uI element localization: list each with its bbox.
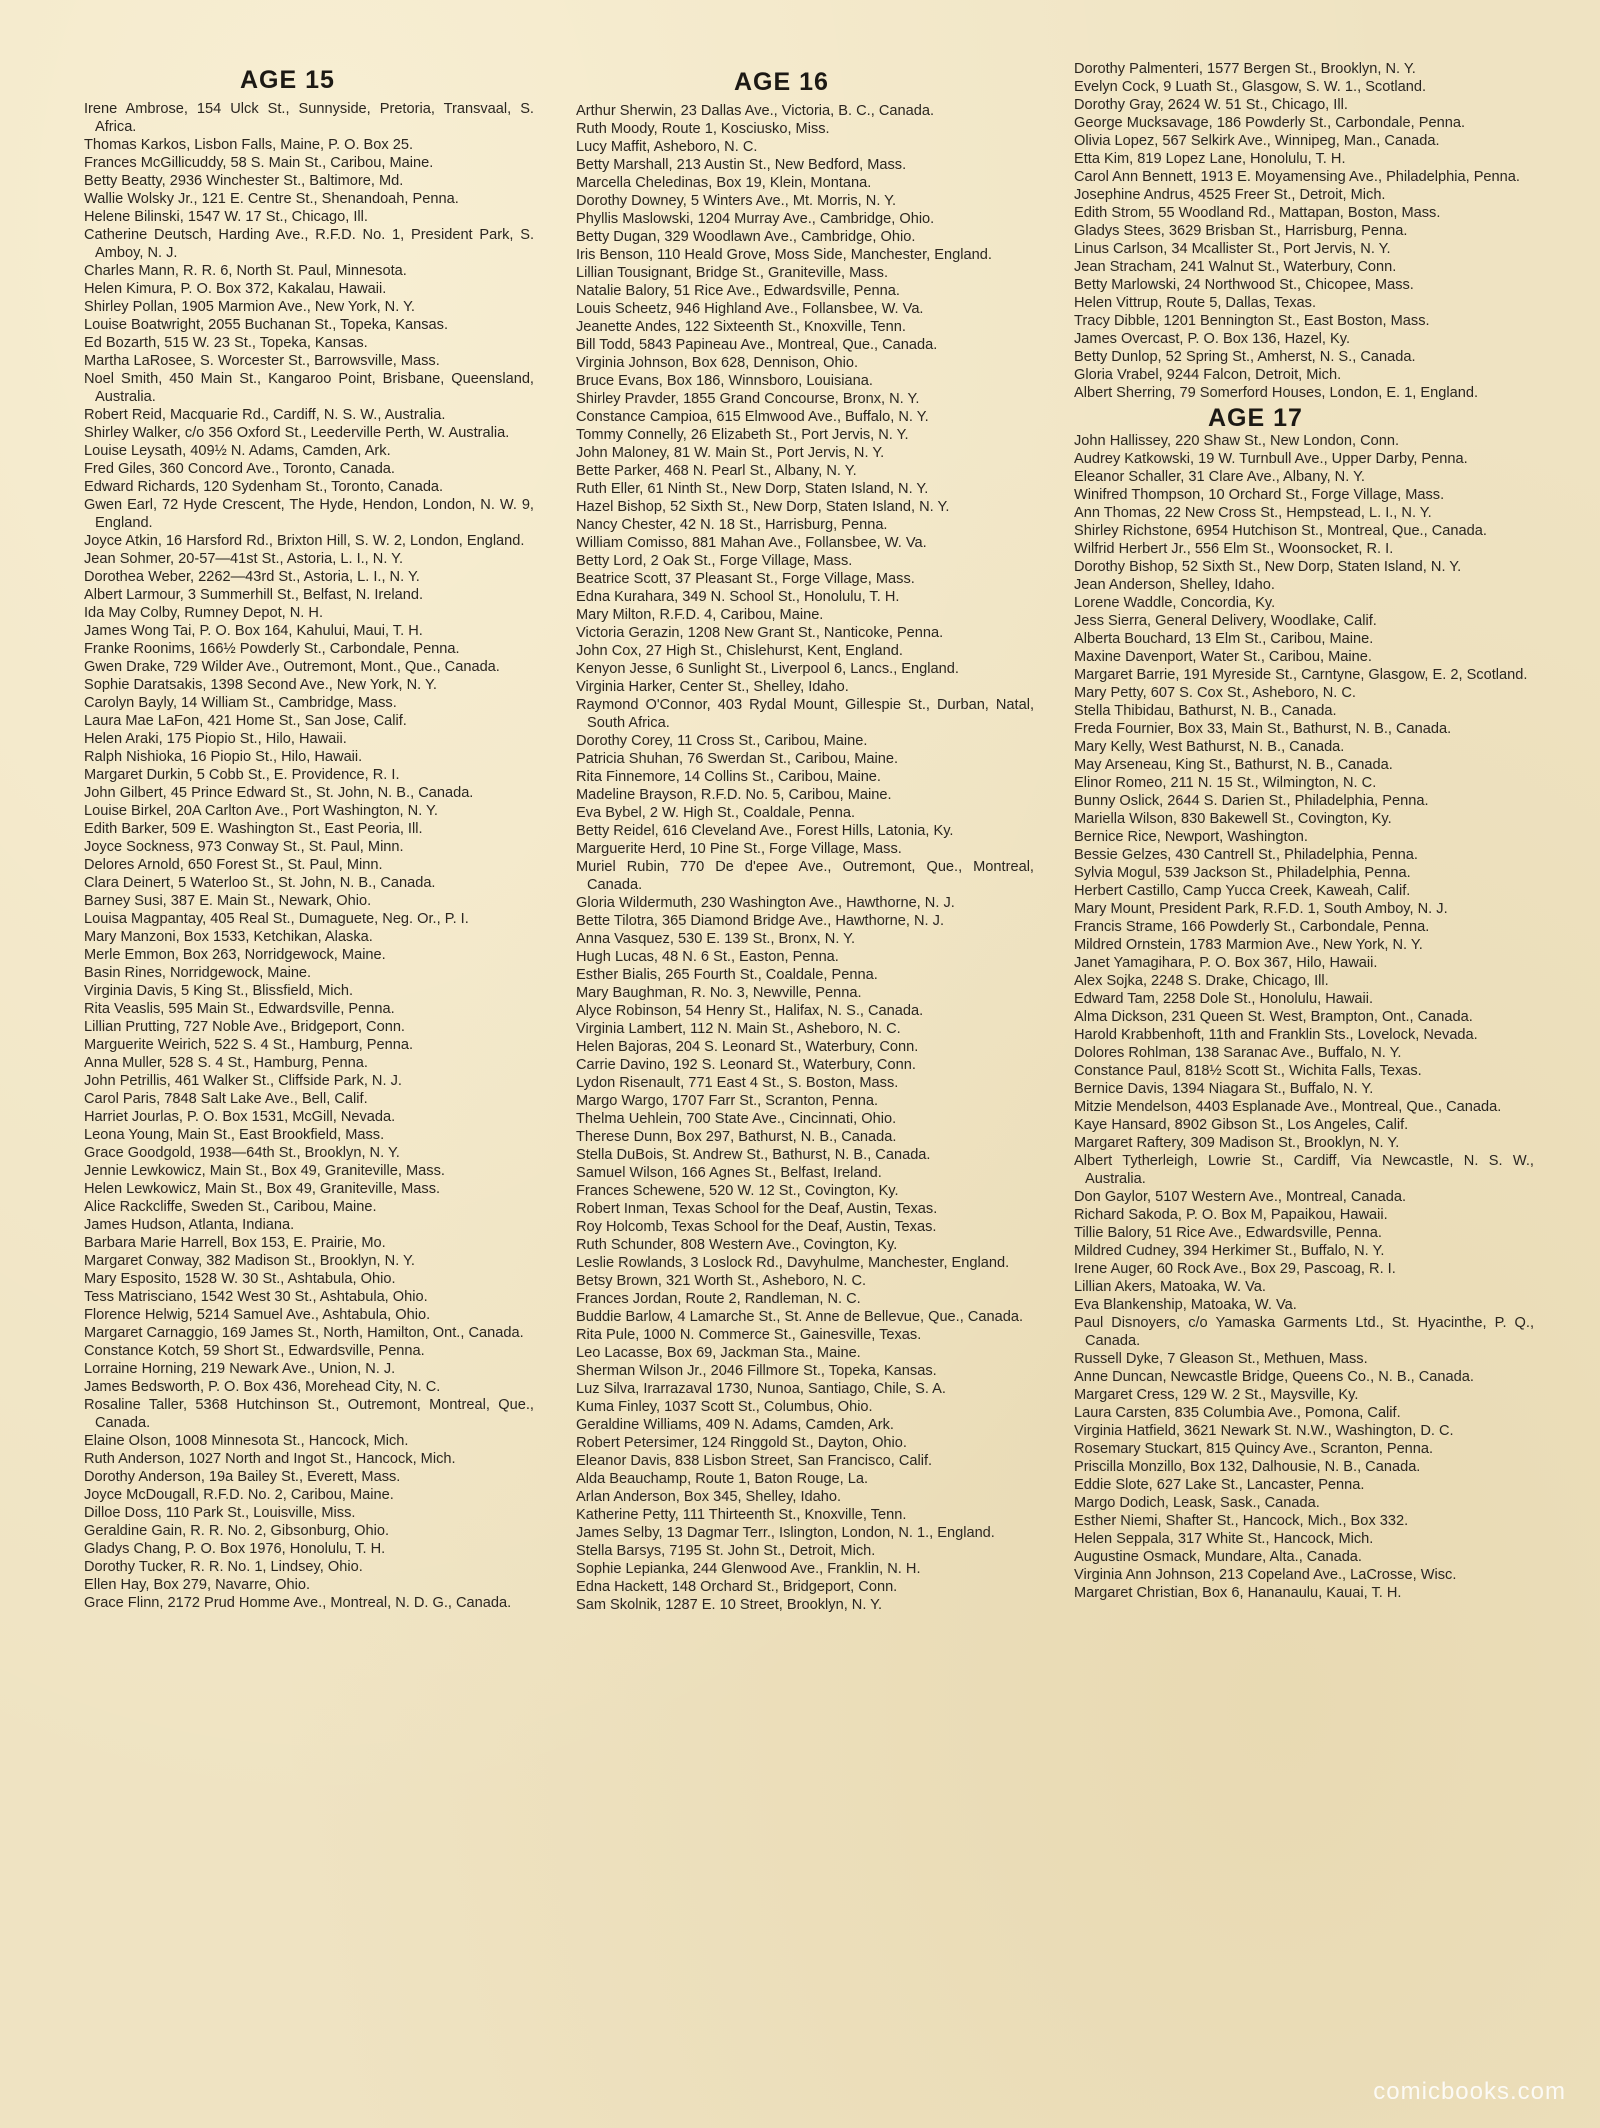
list-item: Francis Strame, 166 Powderly St., Carbondale, Penna. — [1074, 919, 1430, 935]
list-item: Anne Duncan, Newcastle Bridge, Queens Co., N. B., Canada. — [1074, 1369, 1474, 1385]
list-item: Paul Disnoyers, c/o Yamaska Garments Ltd., St. Hyacinthe, P. Q., Canada. — [1074, 1315, 1534, 1349]
list-item: Irene Auger, 60 Rock Ave., Box 29, Pascoag, R. I. — [1074, 1261, 1396, 1277]
entry-list-age-16-continued — [1074, 60, 1534, 402]
list-item: Jean Anderson, Shelley, Idaho. — [1074, 577, 1275, 593]
entry-list-age-17 — [1074, 432, 1534, 1602]
list-item: Helen Lewkowicz, Main St., Box 49, Graniteville, Mass. — [84, 1181, 441, 1197]
list-item: Dorothy Anderson, 19a Bailey St., Everett, Mass. — [84, 1469, 401, 1485]
list-item: Mary Milton, R.F.D. 4, Caribou, Maine. — [576, 607, 824, 623]
list-item: Laura Carsten, 835 Columbia Ave., Pomona, Calif. — [1074, 1405, 1401, 1421]
list-item: Madeline Brayson, R.F.D. No. 5, Caribou, Maine. — [576, 787, 892, 803]
list-item: Eddie Slote, 627 Lake St., Lancaster, Penna. — [1074, 1477, 1365, 1493]
list-item: James Hudson, Atlanta, Indiana. — [84, 1217, 295, 1233]
list-item: Robert Petersimer, 124 Ringgold St., Dayton, Ohio. — [576, 1435, 907, 1451]
list-item: Beatrice Scott, 37 Pleasant St., Forge Village, Mass. — [576, 571, 915, 587]
list-item: Mildred Cudney, 394 Herkimer St., Buffalo, N. Y. — [1074, 1243, 1385, 1259]
list-item: Gloria Vrabel, 9244 Falcon, Detroit, Mich. — [1074, 367, 1342, 383]
list-item: Ruth Eller, 61 Ninth St., New Dorp, Staten Island, N. Y. — [576, 481, 929, 497]
list-item: Josephine Andrus, 4525 Freer St., Detroit, Mich. — [1074, 187, 1386, 203]
list-item: Sherman Wilson Jr., 2046 Fillmore St., Topeka, Kansas. — [576, 1363, 937, 1379]
list-item: Mary Kelly, West Bathurst, N. B., Canada. — [1074, 739, 1345, 755]
list-item: Florence Helwig, 5214 Samuel Ave., Ashtabula, Ohio. — [84, 1307, 431, 1323]
list-item: Louisa Magpantay, 405 Real St., Dumaguete, Neg. Or., P. I. — [84, 911, 469, 927]
list-item: Fred Giles, 360 Concord Ave., Toronto, Canada. — [84, 461, 395, 477]
list-item: Betty Dugan, 329 Woodlawn Ave., Cambridge, Ohio. — [576, 229, 916, 245]
list-item: Sophie Daratsakis, 1398 Second Ave., New York, N. Y. — [84, 677, 437, 693]
list-item: Charles Mann, R. R. 6, North St. Paul, Minnesota. — [84, 263, 407, 279]
list-item: Jeanette Andes, 122 Sixteenth St., Knoxville, Tenn. — [576, 319, 906, 335]
list-item: Geraldine Gain, R. R. No. 2, Gibsonburg, Ohio. — [84, 1523, 389, 1539]
watermark: comicbooks.com — [1373, 2078, 1566, 2105]
list-item: Thomas Karkos, Lisbon Falls, Maine, P. O. Box 25. — [84, 137, 414, 153]
list-item: Ann Thomas, 22 New Cross St., Hempstead, L. I., N. Y. — [1074, 505, 1432, 521]
list-item: Dorothy Downey, 5 Winters Ave., Mt. Morris, N. Y. — [576, 193, 897, 209]
list-item: Joyce McDougall, R.F.D. No. 2, Caribou, Maine. — [84, 1487, 394, 1503]
list-item: Carrie Davino, 192 S. Leonard St., Waterbury, Conn. — [576, 1057, 916, 1073]
list-item: Rosaline Taller, 5368 Hutchinson St., Outremont, Montreal, Que., Canada. — [84, 1397, 534, 1431]
list-item: Frances Schewene, 520 W. 12 St., Covington, Ky. — [576, 1183, 899, 1199]
list-item: Maxine Davenport, Water St., Caribou, Maine. — [1074, 649, 1372, 665]
list-item: Dorothy Palmenteri, 1577 Bergen St., Brooklyn, N. Y. — [1074, 61, 1416, 77]
list-item: Thelma Uehlein, 700 State Ave., Cincinnati, Ohio. — [576, 1111, 897, 1127]
list-item: Margaret Conway, 382 Madison St., Brooklyn, N. Y. — [84, 1253, 415, 1269]
list-item: Nancy Chester, 42 N. 18 St., Harrisburg, Penna. — [576, 517, 888, 533]
list-item: Olivia Lopez, 567 Selkirk Ave., Winnipeg, Man., Canada. — [1074, 133, 1440, 149]
list-item: Eva Blankenship, Matoaka, W. Va. — [1074, 1297, 1297, 1313]
list-item: Ida May Colby, Rumney Depot, N. H. — [84, 605, 323, 621]
list-item: Kuma Finley, 1037 Scott St., Columbus, Ohio. — [576, 1399, 873, 1415]
list-item: Lillian Tousignant, Bridge St., Graniteville, Mass. — [576, 265, 889, 281]
list-item: Bette Parker, 468 N. Pearl St., Albany, N. Y. — [576, 463, 857, 479]
list-item: Leslie Rowlands, 3 Loslock Rd., Davyhulme, Manchester, England. — [576, 1255, 1010, 1271]
list-item: Richard Sakoda, P. O. Box M, Papaikou, Hawaii. — [1074, 1207, 1388, 1223]
list-item: Helen Seppala, 317 White St., Hancock, Mich. — [1074, 1531, 1374, 1547]
column-age-16 — [576, 66, 1034, 1614]
list-item: Gwen Earl, 72 Hyde Crescent, The Hyde, Hendon, London, N. W. 9, England. — [84, 497, 534, 531]
list-item: Patricia Shuhan, 76 Swerdan St., Caribou, Maine. — [576, 751, 899, 767]
list-item: Marguerite Herd, 10 Pine St., Forge Village, Mass. — [576, 841, 902, 857]
list-item: Betty Marshall, 213 Austin St., New Bedford, Mass. — [576, 157, 907, 173]
list-item: Shirley Pravder, 1855 Grand Concourse, Bronx, N. Y. — [576, 391, 920, 407]
list-item: Helen Bajoras, 204 S. Leonard St., Waterbury, Conn. — [576, 1039, 919, 1055]
list-item: Mitzie Mendelson, 4403 Esplanade Ave., Montreal, Que., Canada. — [1074, 1099, 1502, 1115]
list-item: Luz Silva, Irarrazaval 1730, Nunoa, Santiago, Chile, S. A. — [576, 1381, 946, 1397]
list-item: James Selby, 13 Dagmar Terr., Islington, London, N. 1., England. — [576, 1525, 995, 1541]
list-item: Joyce Atkin, 16 Harsford Rd., Brixton Hill, S. W. 2, London, England. — [84, 533, 525, 549]
list-item: Evelyn Cock, 9 Luath St., Glasgow, S. W. 1., Scotland. — [1074, 79, 1427, 95]
list-item: Margaret Cress, 129 W. 2 St., Maysville, Ky. — [1074, 1387, 1359, 1403]
list-item: May Arseneau, King St., Bathurst, N. B., Canada. — [1074, 757, 1393, 773]
list-item: Raymond O'Connor, 403 Rydal Mount, Gillespie St., Durban, Natal, South Africa. — [576, 697, 1034, 731]
list-item: Wilfrid Herbert Jr., 556 Elm St., Woonsocket, R. I. — [1074, 541, 1394, 557]
list-item: Mary Mount, President Park, R.F.D. 1, South Amboy, N. J. — [1074, 901, 1448, 917]
list-item: Joyce Sockness, 973 Conway St., St. Paul, Minn. — [84, 839, 404, 855]
list-item: Albert Larmour, 3 Summerhill St., Belfast, N. Ireland. — [84, 587, 424, 603]
list-item: Mariella Wilson, 830 Bakewell St., Covington, Ky. — [1074, 811, 1392, 827]
list-item: William Comisso, 881 Mahan Ave., Follansbee, W. Va. — [576, 535, 927, 551]
list-item: Audrey Katkowski, 19 W. Turnbull Ave., Upper Darby, Penna. — [1074, 451, 1468, 467]
list-item: Natalie Balory, 51 Rice Ave., Edwardsville, Penna. — [576, 283, 900, 299]
list-item: Sophie Lepianka, 244 Glenwood Ave., Franklin, N. H. — [576, 1561, 921, 1577]
list-item: Franke Roonims, 166½ Powderly St., Carbondale, Penna. — [84, 641, 460, 657]
list-item: Arthur Sherwin, 23 Dallas Ave., Victoria, B. C., Canada. — [576, 103, 934, 119]
list-item: Bill Todd, 5843 Papineau Ave., Montreal, Que., Canada. — [576, 337, 938, 353]
list-item: Marcella Cheledinas, Box 19, Klein, Montana. — [576, 175, 872, 191]
list-item: Barney Susi, 387 E. Main St., Newark, Ohio. — [84, 893, 372, 909]
list-item: Stella Thibidau, Bathurst, N. B., Canada. — [1074, 703, 1337, 719]
list-item: Helen Araki, 175 Piopio St., Hilo, Hawaii. — [84, 731, 347, 747]
list-item: Alberta Bouchard, 13 Elm St., Caribou, Maine. — [1074, 631, 1374, 647]
list-item: Alma Dickson, 231 Queen St. West, Brampton, Ont., Canada. — [1074, 1009, 1473, 1025]
list-item: Dolores Rohlman, 138 Saranac Ave., Buffalo, N. Y. — [1074, 1045, 1402, 1061]
list-item: Dorothy Gray, 2624 W. 51 St., Chicago, Ill. — [1074, 97, 1348, 113]
list-item: Eva Bybel, 2 W. High St., Coaldale, Penna. — [576, 805, 856, 821]
list-item: Mary Baughman, R. No. 3, Newville, Penna. — [576, 985, 862, 1001]
list-item: Barbara Marie Harrell, Box 153, E. Prairie, Mo. — [84, 1235, 386, 1251]
list-item: Helen Vittrup, Route 5, Dallas, Texas. — [1074, 295, 1317, 311]
list-item: Ruth Schunder, 808 Western Ave., Covington, Ky. — [576, 1237, 898, 1253]
list-item: Russell Dyke, 7 Gleason St., Methuen, Mass. — [1074, 1351, 1368, 1367]
heading-age-17: AGE 17 — [1208, 404, 1303, 432]
list-item: Samuel Wilson, 166 Agnes St., Belfast, Ireland. — [576, 1165, 882, 1181]
list-item: Stella Barsys, 7195 St. John St., Detroit, Mich. — [576, 1543, 876, 1559]
list-item: Margaret Durkin, 5 Cobb St., E. Providence, R. I. — [84, 767, 400, 783]
list-item: Arlan Anderson, Box 345, Shelley, Idaho. — [576, 1489, 842, 1505]
list-item: Basin Rines, Norridgewock, Maine. — [84, 965, 312, 981]
list-item: Ralph Nishioka, 16 Piopio St., Hilo, Hawaii. — [84, 749, 363, 765]
list-item: George Mucksavage, 186 Powderly St., Carbondale, Penna. — [1074, 115, 1466, 131]
list-item: Alda Beauchamp, Route 1, Baton Rouge, La. — [576, 1471, 869, 1487]
list-item: Ruth Anderson, 1027 North and Ingot St., Hancock, Mich. — [84, 1451, 456, 1467]
column-age-15 — [84, 64, 534, 1612]
list-item: Lillian Prutting, 727 Noble Ave., Bridgeport, Conn. — [84, 1019, 405, 1035]
list-item: Bruce Evans, Box 186, Winnsboro, Louisiana. — [576, 373, 873, 389]
list-item: Edith Strom, 55 Woodland Rd., Mattapan, Boston, Mass. — [1074, 205, 1441, 221]
list-item: Leo Lacasse, Box 69, Jackman Sta., Maine. — [576, 1345, 861, 1361]
list-item: Helene Bilinski, 1547 W. 17 St., Chicago, Ill. — [84, 209, 368, 225]
list-item: Carolyn Bayly, 14 William St., Cambridge, Mass. — [84, 695, 397, 711]
list-item: Margaret Raftery, 309 Madison St., Brooklyn, N. Y. — [1074, 1135, 1400, 1151]
column-age-16-continued-and-17 — [1074, 60, 1534, 1602]
list-item: Gladys Chang, P. O. Box 1976, Honolulu, T. H. — [84, 1541, 386, 1557]
list-item: Esther Bialis, 265 Fourth St., Coaldale, Penna. — [576, 967, 878, 983]
list-item: Elaine Olson, 1008 Minnesota St., Hancock, Mich. — [84, 1433, 409, 1449]
list-item: Margaret Barrie, 191 Myreside St., Carntyne, Glasgow, E. 2, Scotland. — [1074, 667, 1528, 683]
list-item: Priscilla Monzillo, Box 132, Dalhousie, N. B., Canada. — [1074, 1459, 1421, 1475]
list-item: Laura Mae LaFon, 421 Home St., San Jose, Calif. — [84, 713, 407, 729]
list-item: Robert Inman, Texas School for the Deaf, Austin, Texas. — [576, 1201, 938, 1217]
list-item: Virginia Harker, Center St., Shelley, Idaho. — [576, 679, 849, 695]
list-item: Margo Dodich, Leask, Sask., Canada. — [1074, 1495, 1320, 1511]
list-item: Shirley Richstone, 6954 Hutchison St., Montreal, Que., Canada. — [1074, 523, 1487, 539]
list-item: Margaret Christian, Box 6, Hananaulu, Kauai, T. H. — [1074, 1585, 1402, 1601]
list-item: Frances McGillicuddy, 58 S. Main St., Caribou, Maine. — [84, 155, 434, 171]
list-item: Delores Arnold, 650 Forest St., St. Paul, Minn. — [84, 857, 383, 873]
list-item: Alex Sojka, 2248 S. Drake, Chicago, Ill. — [1074, 973, 1329, 989]
list-item: Gladys Stees, 3629 Brisban St., Harrisburg, Penna. — [1074, 223, 1408, 239]
list-item: Geraldine Williams, 409 N. Adams, Camden, Ark. — [576, 1417, 894, 1433]
list-item: Constance Kotch, 59 Short St., Edwardsville, Penna. — [84, 1343, 425, 1359]
list-item: Martha LaRosee, S. Worcester St., Barrowsville, Mass. — [84, 353, 440, 369]
list-item: Wallie Wolsky Jr., 121 E. Centre St., Shenandoah, Penna. — [84, 191, 459, 207]
heading-age-16: AGE 16 — [734, 68, 829, 96]
list-item: Mary Manzoni, Box 1533, Ketchikan, Alaska. — [84, 929, 373, 945]
list-item: Augustine Osmack, Mundare, Alta., Canada. — [1074, 1549, 1362, 1565]
list-item: Mildred Ornstein, 1783 Marmion Ave., New York, N. Y. — [1074, 937, 1423, 953]
list-item: Gwen Drake, 729 Wilder Ave., Outremont, Mont., Que., Canada. — [84, 659, 500, 675]
list-item: Lucy Maffit, Asheboro, N. C. — [576, 139, 758, 155]
list-item: Sylvia Mogul, 539 Jackson St., Philadelphia, Penna. — [1074, 865, 1411, 881]
list-item: Mary Petty, 607 S. Cox St., Asheboro, N. C. — [1074, 685, 1356, 701]
list-item: Dorothy Corey, 11 Cross St., Caribou, Maine. — [576, 733, 868, 749]
list-item: Edna Kurahara, 349 N. School St., Honolulu, T. H. — [576, 589, 900, 605]
list-item: Tillie Balory, 51 Rice Ave., Edwardsville, Penna. — [1074, 1225, 1382, 1241]
list-item: Rita Veaslis, 595 Main St., Edwardsville, Penna. — [84, 1001, 395, 1017]
list-item: Rita Finnemore, 14 Collins St., Caribou, Maine. — [576, 769, 881, 785]
list-item: Mary Esposito, 1528 W. 30 St., Ashtabula, Ohio. — [84, 1271, 396, 1287]
list-item: Herbert Castillo, Camp Yucca Creek, Kaweah, Calif. — [1074, 883, 1411, 899]
list-item: Hazel Bishop, 52 Sixth St., New Dorp, Staten Island, N. Y. — [576, 499, 950, 515]
list-item: Tommy Connelly, 26 Elizabeth St., Port Jervis, N. Y. — [576, 427, 909, 443]
list-item: Dorothy Tucker, R. R. No. 1, Lindsey, Ohio. — [84, 1559, 363, 1575]
list-item: Elinor Romeo, 211 N. 15 St., Wilmington, N. C. — [1074, 775, 1377, 791]
entry-list-age-16 — [576, 102, 1034, 1614]
list-item: John Hallissey, 220 Shaw St., New London, Conn. — [1074, 433, 1400, 449]
list-item: Therese Dunn, Box 297, Bathurst, N. B., Canada. — [576, 1129, 897, 1145]
list-item: Louise Birkel, 20A Carlton Ave., Port Washington, N. Y. — [84, 803, 438, 819]
list-item: Lillian Akers, Matoaka, W. Va. — [1074, 1279, 1266, 1295]
list-item: Betty Dunlop, 52 Spring St., Amherst, N. S., Canada. — [1074, 349, 1416, 365]
list-item: Rosemary Stuckart, 815 Quincy Ave., Scranton, Penna. — [1074, 1441, 1434, 1457]
list-item: Kenyon Jesse, 6 Sunlight St., Liverpool 6, Lancs., England. — [576, 661, 959, 677]
list-item: John Gilbert, 45 Prince Edward St., St. John, N. B., Canada. — [84, 785, 474, 801]
list-item: Noel Smith, 450 Main St., Kangaroo Point, Brisbane, Queensland, Australia. — [84, 371, 534, 405]
list-item: Buddie Barlow, 4 Lamarche St., St. Anne de Bellevue, Que., Canada. — [576, 1309, 1024, 1325]
list-item: Robert Reid, Macquarie Rd., Cardiff, N. S. W., Australia. — [84, 407, 446, 423]
list-item: Victoria Gerazin, 1208 New Grant St., Nanticoke, Penna. — [576, 625, 944, 641]
list-item: Harold Krabbenhoft, 11th and Franklin Sts., Lovelock, Nevada. — [1074, 1027, 1478, 1043]
list-item: Merle Emmon, Box 263, Norridgewock, Maine. — [84, 947, 386, 963]
list-item: Margo Wargo, 1707 Farr St., Scranton, Penna. — [576, 1093, 879, 1109]
list-item: Betty Beatty, 2936 Winchester St., Baltimore, Md. — [84, 173, 404, 189]
list-item: Edna Hackett, 148 Orchard St., Bridgeport, Conn. — [576, 1579, 898, 1595]
list-item: Grace Goodgold, 1938—64th St., Brooklyn, N. Y. — [84, 1145, 400, 1161]
list-item: Irene Ambrose, 154 Ulck St., Sunnyside, Pretoria, Transvaal, S. Africa. — [84, 101, 534, 135]
list-item: Dorothea Weber, 2262—43rd St., Astoria, L. I., N. Y. — [84, 569, 420, 585]
list-item: Dorothy Bishop, 52 Sixth St., New Dorp, Staten Island, N. Y. — [1074, 559, 1462, 575]
list-item: Tracy Dibble, 1201 Bennington St., East Boston, Mass. — [1074, 313, 1430, 329]
list-item: Stella DuBois, St. Andrew St., Bathurst, N. B., Canada. — [576, 1147, 931, 1163]
list-item: Carol Paris, 7848 Salt Lake Ave., Bell, Calif. — [84, 1091, 368, 1107]
list-item: Lorraine Horning, 219 Newark Ave., Union, N. J. — [84, 1361, 396, 1377]
list-item: Harriet Jourlas, P. O. Box 1531, McGill, Nevada. — [84, 1109, 396, 1125]
list-item: Constance Paul, 818½ Scott St., Wichita Falls, Texas. — [1074, 1063, 1422, 1079]
list-item: John Maloney, 81 W. Main St., Port Jervis, N. Y. — [576, 445, 885, 461]
list-item: Kaye Hansard, 8902 Gibson St., Los Angeles, Calif. — [1074, 1117, 1409, 1133]
list-item: Virginia Ann Johnson, 213 Copeland Ave., LaCrosse, Wisc. — [1074, 1567, 1457, 1583]
list-item: Carol Ann Bennett, 1913 E. Moyamensing Ave., Philadelphia, Penna. — [1074, 169, 1520, 185]
list-item: Shirley Walker, c/o 356 Oxford St., Leederville Perth, W. Australia. — [84, 425, 510, 441]
list-item: Esther Niemi, Shafter St., Hancock, Mich., Box 332. — [1074, 1513, 1409, 1529]
list-item: Louise Boatwright, 2055 Buchanan St., Topeka, Kansas. — [84, 317, 449, 333]
list-item: Anna Vasquez, 530 E. 139 St., Bronx, N. Y. — [576, 931, 856, 947]
list-item: Jean Sohmer, 20-57—41st St., Astoria, L. I., N. Y. — [84, 551, 404, 567]
entry-list-age-15 — [84, 100, 534, 1612]
list-item: Don Gaylor, 5107 Western Ave., Montreal, Canada. — [1074, 1189, 1407, 1205]
list-item: Catherine Deutsch, Harding Ave., R.F.D. No. 1, President Park, S. Amboy, N. J. — [84, 227, 534, 261]
list-item: Virginia Davis, 5 King St., Blissfield, Mich. — [84, 983, 354, 999]
list-item: Ed Bozarth, 515 W. 23 St., Topeka, Kansas. — [84, 335, 368, 351]
list-item: Eleanor Schaller, 31 Clare Ave., Albany, N. Y. — [1074, 469, 1365, 485]
list-item: Tess Matrisciano, 1542 West 30 St., Ashtabula, Ohio. — [84, 1289, 428, 1305]
list-item: Louise Leysath, 409½ N. Adams, Camden, Ark. — [84, 443, 391, 459]
list-item: Virginia Johnson, Box 628, Dennison, Ohio. — [576, 355, 859, 371]
list-item: Bernice Davis, 1394 Niagara St., Buffalo, N. Y. — [1074, 1081, 1374, 1097]
list-item: Dilloe Doss, 110 Park St., Louisville, Miss. — [84, 1505, 356, 1521]
list-item: Shirley Pollan, 1905 Marmion Ave., New York, N. Y. — [84, 299, 415, 315]
list-item: Betsy Brown, 321 Worth St., Asheboro, N. C. — [576, 1273, 867, 1289]
list-item: Albert Tytherleigh, Lowrie St., Cardiff, Via Newcastle, N. S. W., Australia. — [1074, 1153, 1534, 1187]
list-item: Lydon Risenault, 771 East 4 St., S. Boston, Mass. — [576, 1075, 899, 1091]
list-item: James Wong Tai, P. O. Box 164, Kahului, Maui, T. H. — [84, 623, 423, 639]
list-item: Louis Scheetz, 946 Highland Ave., Follansbee, W. Va. — [576, 301, 924, 317]
list-item: Roy Holcomb, Texas School for the Deaf, Austin, Texas. — [576, 1219, 937, 1235]
list-item: Bernice Rice, Newport, Washington. — [1074, 829, 1308, 845]
list-item: Betty Reidel, 616 Cleveland Ave., Forest Hills, Latonia, Ky. — [576, 823, 954, 839]
list-item: Bunny Oslick, 2644 S. Darien St., Philadelphia, Penna. — [1074, 793, 1429, 809]
list-item: Bette Tilotra, 365 Diamond Bridge Ave., Hawthorne, N. J. — [576, 913, 945, 929]
list-item: Helen Kimura, P. O. Box 372, Kakalau, Hawaii. — [84, 281, 387, 297]
list-item: Janet Yamagihara, P. O. Box 367, Hilo, Hawaii. — [1074, 955, 1378, 971]
list-item: Edward Tam, 2258 Dole St., Honolulu, Hawaii. — [1074, 991, 1374, 1007]
list-item: Anna Muller, 528 S. 4 St., Hamburg, Penna. — [84, 1055, 368, 1071]
list-item: Edward Richards, 120 Sydenham St., Toronto, Canada. — [84, 479, 444, 495]
list-item: Iris Benson, 110 Heald Grove, Moss Side, Manchester, England. — [576, 247, 992, 263]
list-item: Ellen Hay, Box 279, Navarre, Ohio. — [84, 1577, 311, 1593]
list-item: Freda Fournier, Box 33, Main St., Bathurst, N. B., Canada. — [1074, 721, 1452, 737]
list-item: Betty Lord, 2 Oak St., Forge Village, Mass. — [576, 553, 853, 569]
list-item: Hugh Lucas, 48 N. 6 St., Easton, Penna. — [576, 949, 839, 965]
list-item: Betty Marlowski, 24 Northwood St., Chicopee, Mass. — [1074, 277, 1414, 293]
list-item: Phyllis Maslowski, 1204 Murray Ave., Cambridge, Ohio. — [576, 211, 935, 227]
list-item: Margaret Carnaggio, 169 James St., North, Hamilton, Ont., Canada. — [84, 1325, 524, 1341]
list-item: Virginia Lambert, 112 N. Main St., Asheboro, N. C. — [576, 1021, 901, 1037]
list-item: Bessie Gelzes, 430 Cantrell St., Philadelphia, Penna. — [1074, 847, 1418, 863]
list-item: John Cox, 27 High St., Chislehurst, Kent, England. — [576, 643, 903, 659]
list-item: Alice Rackcliffe, Sweden St., Caribou, Maine. — [84, 1199, 377, 1215]
list-item: Winifred Thompson, 10 Orchard St., Forge Village, Mass. — [1074, 487, 1445, 503]
list-item: James Bedsworth, P. O. Box 436, Morehead City, N. C. — [84, 1379, 441, 1395]
list-item: Jean Stracham, 241 Walnut St., Waterbury, Conn. — [1074, 259, 1397, 275]
list-item: Edith Barker, 509 E. Washington St., East Peoria, Ill. — [84, 821, 423, 837]
list-item: Muriel Rubin, 770 De d'epee Ave., Outremont, Que., Montreal, Canada. — [576, 859, 1034, 893]
list-item: Eleanor Davis, 838 Lisbon Street, San Francisco, Calif. — [576, 1453, 933, 1469]
list-item: Gloria Wildermuth, 230 Washington Ave., Hawthorne, N. J. — [576, 895, 955, 911]
list-item: John Petrillis, 461 Walker St., Cliffside Park, N. J. — [84, 1073, 402, 1089]
list-item: Clara Deinert, 5 Waterloo St., St. John, N. B., Canada. — [84, 875, 436, 891]
list-item: Alyce Robinson, 54 Henry St., Halifax, N. S., Canada. — [576, 1003, 924, 1019]
list-item: Leona Young, Main St., East Brookfield, Mass. — [84, 1127, 385, 1143]
list-item: Jennie Lewkowicz, Main St., Box 49, Graniteville, Mass. — [84, 1163, 445, 1179]
list-item: Albert Sherring, 79 Somerford Houses, London, E. 1, England. — [1074, 385, 1479, 401]
list-item: Virginia Hatfield, 3621 Newark St. N.W., Washington, D. C. — [1074, 1423, 1454, 1439]
list-item: Rita Pule, 1000 N. Commerce St., Gainesville, Texas. — [576, 1327, 922, 1343]
list-item: Marguerite Weirich, 522 S. 4 St., Hamburg, Penna. — [84, 1037, 414, 1053]
list-item: Frances Jordan, Route 2, Randleman, N. C. — [576, 1291, 861, 1307]
list-item: Constance Campioa, 615 Elmwood Ave., Buffalo, N. Y. — [576, 409, 929, 425]
heading-age-15: AGE 15 — [240, 66, 335, 94]
list-item: Linus Carlson, 34 Mcallister St., Port Jervis, N. Y. — [1074, 241, 1391, 257]
list-item: James Overcast, P. O. Box 136, Hazel, Ky. — [1074, 331, 1351, 347]
list-item: Sam Skolnik, 1287 E. 10 Street, Brooklyn, N. Y. — [576, 1597, 883, 1613]
list-item: Grace Flinn, 2172 Prud Homme Ave., Montreal, N. D. G., Canada. — [84, 1595, 512, 1611]
list-item: Ruth Moody, Route 1, Kosciusko, Miss. — [576, 121, 830, 137]
list-item: Jess Sierra, General Delivery, Woodlake, Calif. — [1074, 613, 1377, 629]
list-item: Lorene Waddle, Concordia, Ky. — [1074, 595, 1276, 611]
list-item: Katherine Petty, 111 Thirteenth St., Knoxville, Tenn. — [576, 1507, 907, 1523]
list-item: Etta Kim, 819 Lopez Lane, Honolulu, T. H. — [1074, 151, 1346, 167]
